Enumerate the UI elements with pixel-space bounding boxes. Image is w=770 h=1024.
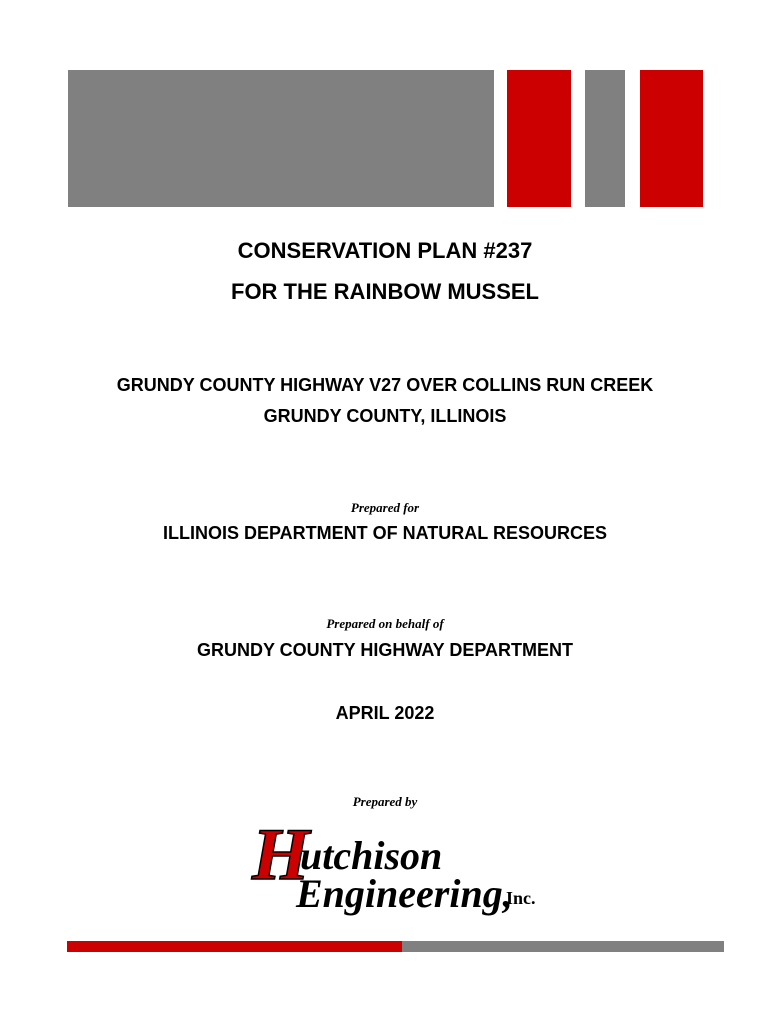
header-banner-gray-block <box>68 70 494 207</box>
logo-word-1: utchison <box>300 833 443 878</box>
prepared-for-label: Prepared for <box>350 500 420 515</box>
prepared-by-label: Prepared by <box>352 794 418 809</box>
document-title-line-2: FOR THE RAINBOW MUSSEL <box>231 279 539 304</box>
header-banner-gray-bar <box>585 70 625 207</box>
prepared-on-behalf-of-label: Prepared on behalf of <box>326 616 444 631</box>
logo-suffix: Inc. <box>506 888 536 908</box>
logo-initial: H <box>252 814 310 896</box>
header-banner-red-bar-1 <box>507 70 571 207</box>
document-title-line-1: CONSERVATION PLAN #237 <box>237 238 533 263</box>
prepared-on-behalf-of-department: GRUNDY COUNTY HIGHWAY DEPARTMENT <box>196 640 574 660</box>
project-location: GRUNDY COUNTY, ILLINOIS <box>263 406 507 426</box>
document-date: APRIL 2022 <box>335 703 435 723</box>
logo-word-2: Engineering, <box>296 871 513 916</box>
footer-bar-red <box>67 941 402 952</box>
project-name: GRUNDY COUNTY HIGHWAY V27 OVER COLLINS RUN CREEK <box>116 375 654 395</box>
header-banner-red-bar-2 <box>640 70 703 207</box>
footer-bar-gray <box>402 941 724 952</box>
prepared-for-agency: ILLINOIS DEPARTMENT OF NATURAL RESOURCES <box>162 523 607 543</box>
